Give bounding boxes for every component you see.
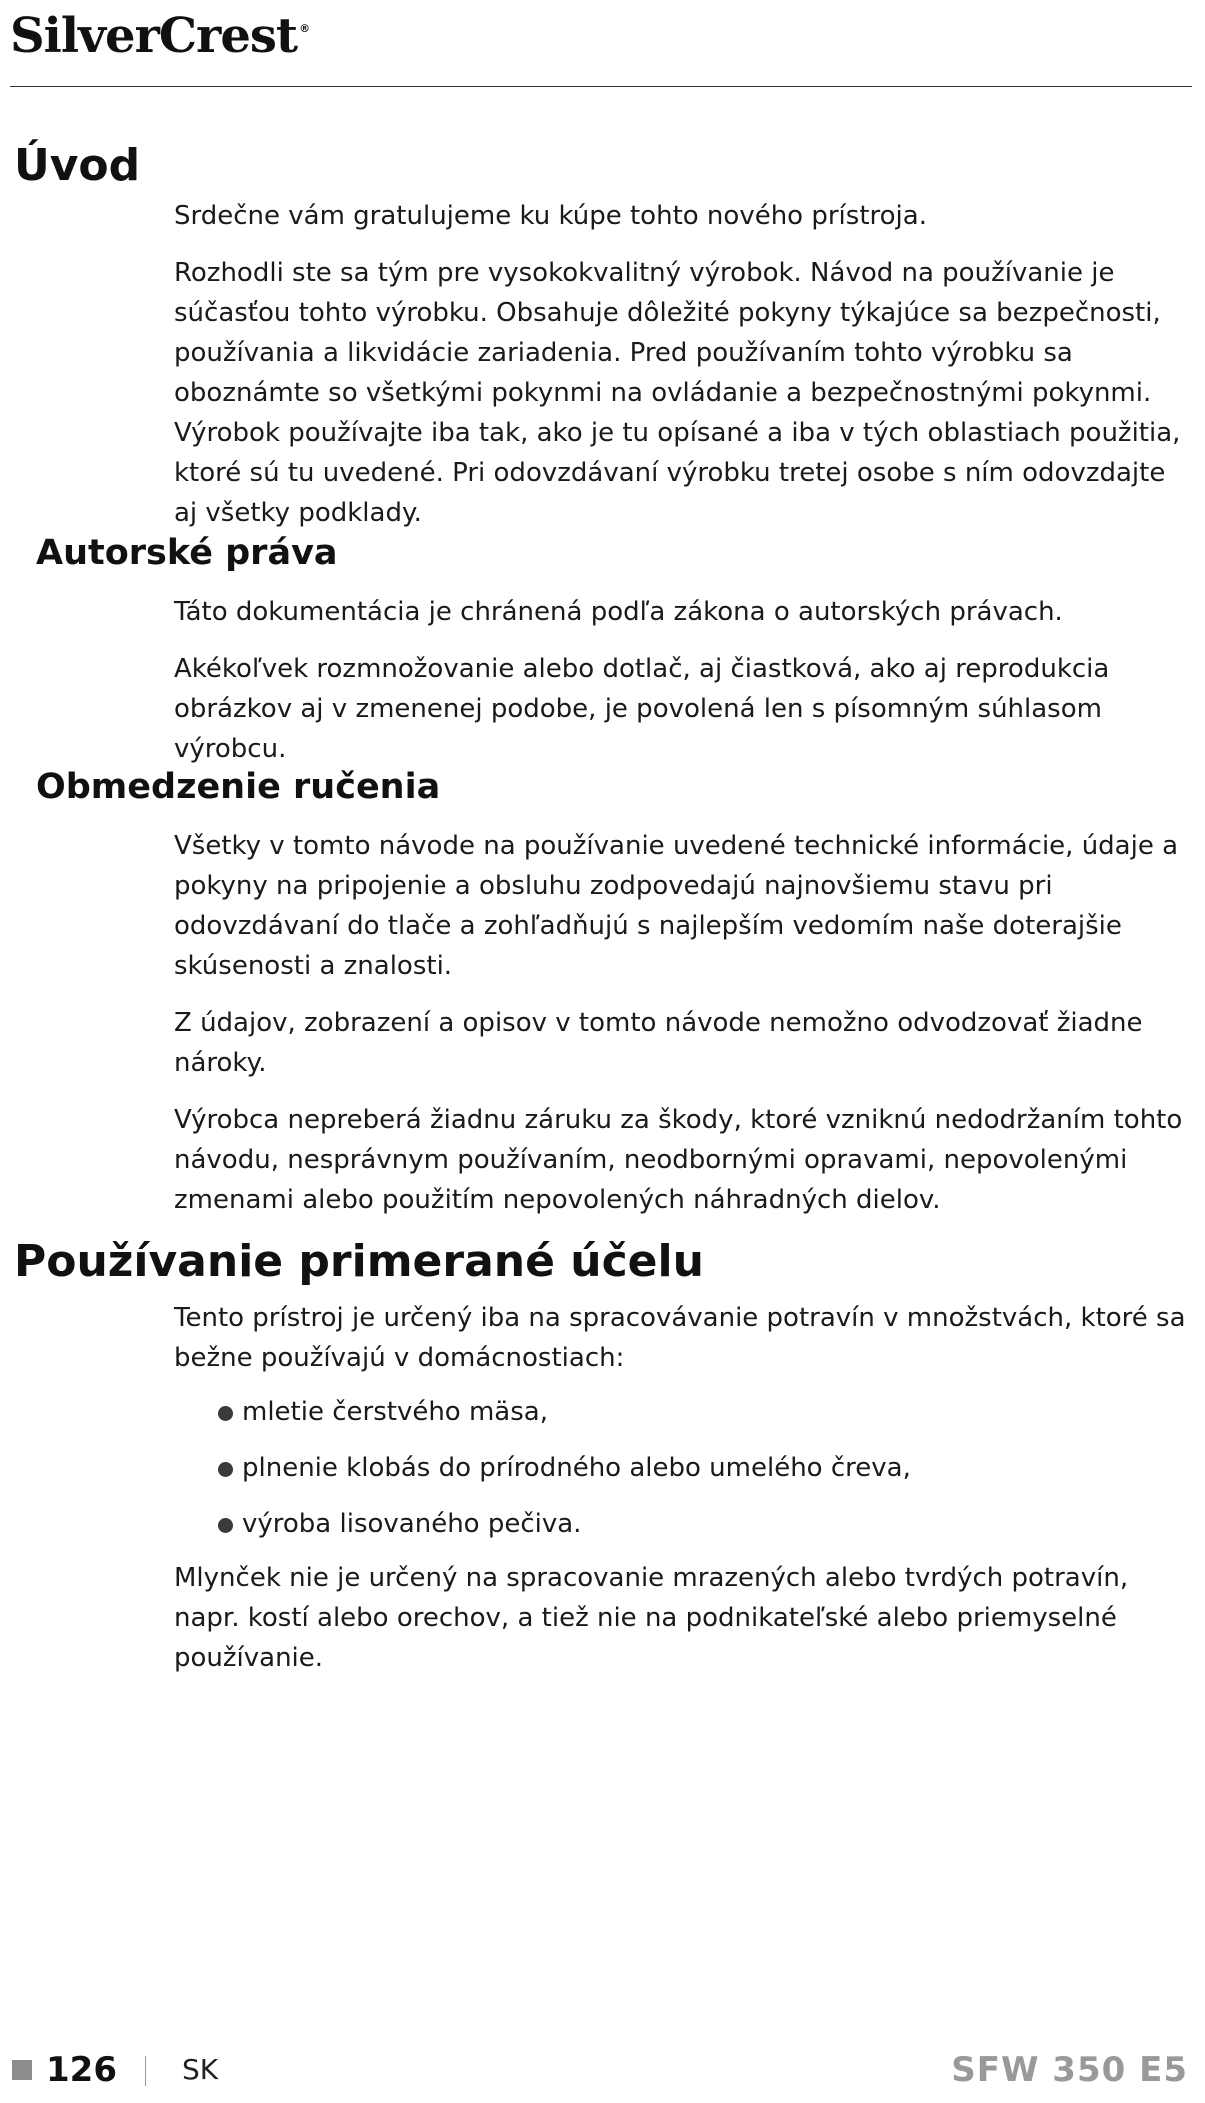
section-title-uvod: Úvod (14, 140, 141, 191)
brand-name: SilverCrest (10, 8, 298, 64)
paragraph: Z údajov, zobrazení a opisov v tomto návode nemožno odvodzovať žiadne nároky. (174, 1008, 1143, 1078)
header-divider (10, 86, 1192, 87)
registered-mark: ® (299, 22, 310, 35)
paragraph: Mlynček nie je určený na spracovanie mrazených alebo tvrdých potravín, napr. kostí alebo orechov, a tiež nie na podnikateľské alebo priemyselné používanie. (174, 1563, 1129, 1673)
model-number: SFW 350 E5 (951, 2050, 1188, 2090)
paragraph: Výrobca nepreberá žiadnu záruku za škody, ktoré vzniknú nedodržaním tohto návodu, nesprávnym používaním, neodbornými opravami, nepovolenými zmenami alebo použitím nepovolených náhradných dielov. (174, 1105, 1183, 1215)
silvercrest-logo (10, 8, 309, 64)
section-title-autorske-prava: Autorské práva (36, 533, 338, 573)
bullet-icon (218, 1518, 233, 1533)
section-body-obmedzenie-rucenia (174, 826, 1194, 1220)
bullet-icon (218, 1406, 233, 1421)
paragraph: Táto dokumentácia je chránená podľa zákona o autorských právach. (174, 597, 1063, 627)
list-item: plnenie klobás do prírodného alebo umelého čreva, (218, 1448, 1194, 1488)
bullet-icon (218, 1462, 233, 1477)
section-body-uvod (174, 196, 1194, 533)
section-body-pouzivanie (174, 1298, 1194, 1678)
paragraph: Srdečne vám gratulujeme ku kúpe tohto nového prístroja. (174, 201, 927, 231)
page-number: 126 (46, 2050, 117, 2090)
footer-divider (145, 2056, 146, 2086)
section-body-autorske-prava (174, 592, 1194, 769)
paragraph: Tento prístroj je určený iba na spracovávanie potravín v množstvách, ktoré sa bežne používajú v domácnostiach: (174, 1303, 1186, 1373)
section-title-obmedzenie-rucenia: Obmedzenie ručenia (36, 767, 441, 807)
paragraph: Všetky v tomto návode na používanie uvedené technické informácie, údaje a pokyny na pripojenie a obsluhu zodpovedajú najnovšiemu stavu pri odovzdávaní do tlače a zohľadňujú s najlepším vedomím naše doterajšie skúsenosti a znalosti. (174, 831, 1179, 981)
usage-list (174, 1392, 1194, 1544)
section-title-pouzivanie: Používanie primerané účelu (14, 1236, 704, 1287)
language-code: SK (182, 2053, 219, 2086)
list-item: mletie čerstvého mäsa, (218, 1392, 1194, 1432)
paragraph: Akékoľvek rozmnožovanie alebo dotlač, aj čiastková, ako aj reprodukcia obrázkov aj v zmenenej podobe, je povolená len s písomným súhlasom výrobcu. (174, 654, 1110, 764)
paragraph: Rozhodli ste sa tým pre vysokokvalitný výrobok. Návod na používanie je súčasťou tohto výrobku. Obsahuje dôležité pokyny týkajúce sa bezpečnosti, používania a likvidácie zariadenia. Pred používaním tohto výrobku sa oboznámte so všetkými pokynmi na ovládanie a bezpečnostnými pokynmi. Výrobok používajte iba tak, ako je tu opísané a iba v tých oblastiach použitia, ktoré sú tu uvedené. Pri odovzdávaní výrobku tretej osobe s ním odovzdajte aj všetky podklady. (174, 258, 1181, 528)
list-item: výroba lisovaného pečiva. (218, 1504, 1194, 1544)
page-footer (12, 2050, 1192, 2090)
page-marker-icon (12, 2060, 32, 2080)
